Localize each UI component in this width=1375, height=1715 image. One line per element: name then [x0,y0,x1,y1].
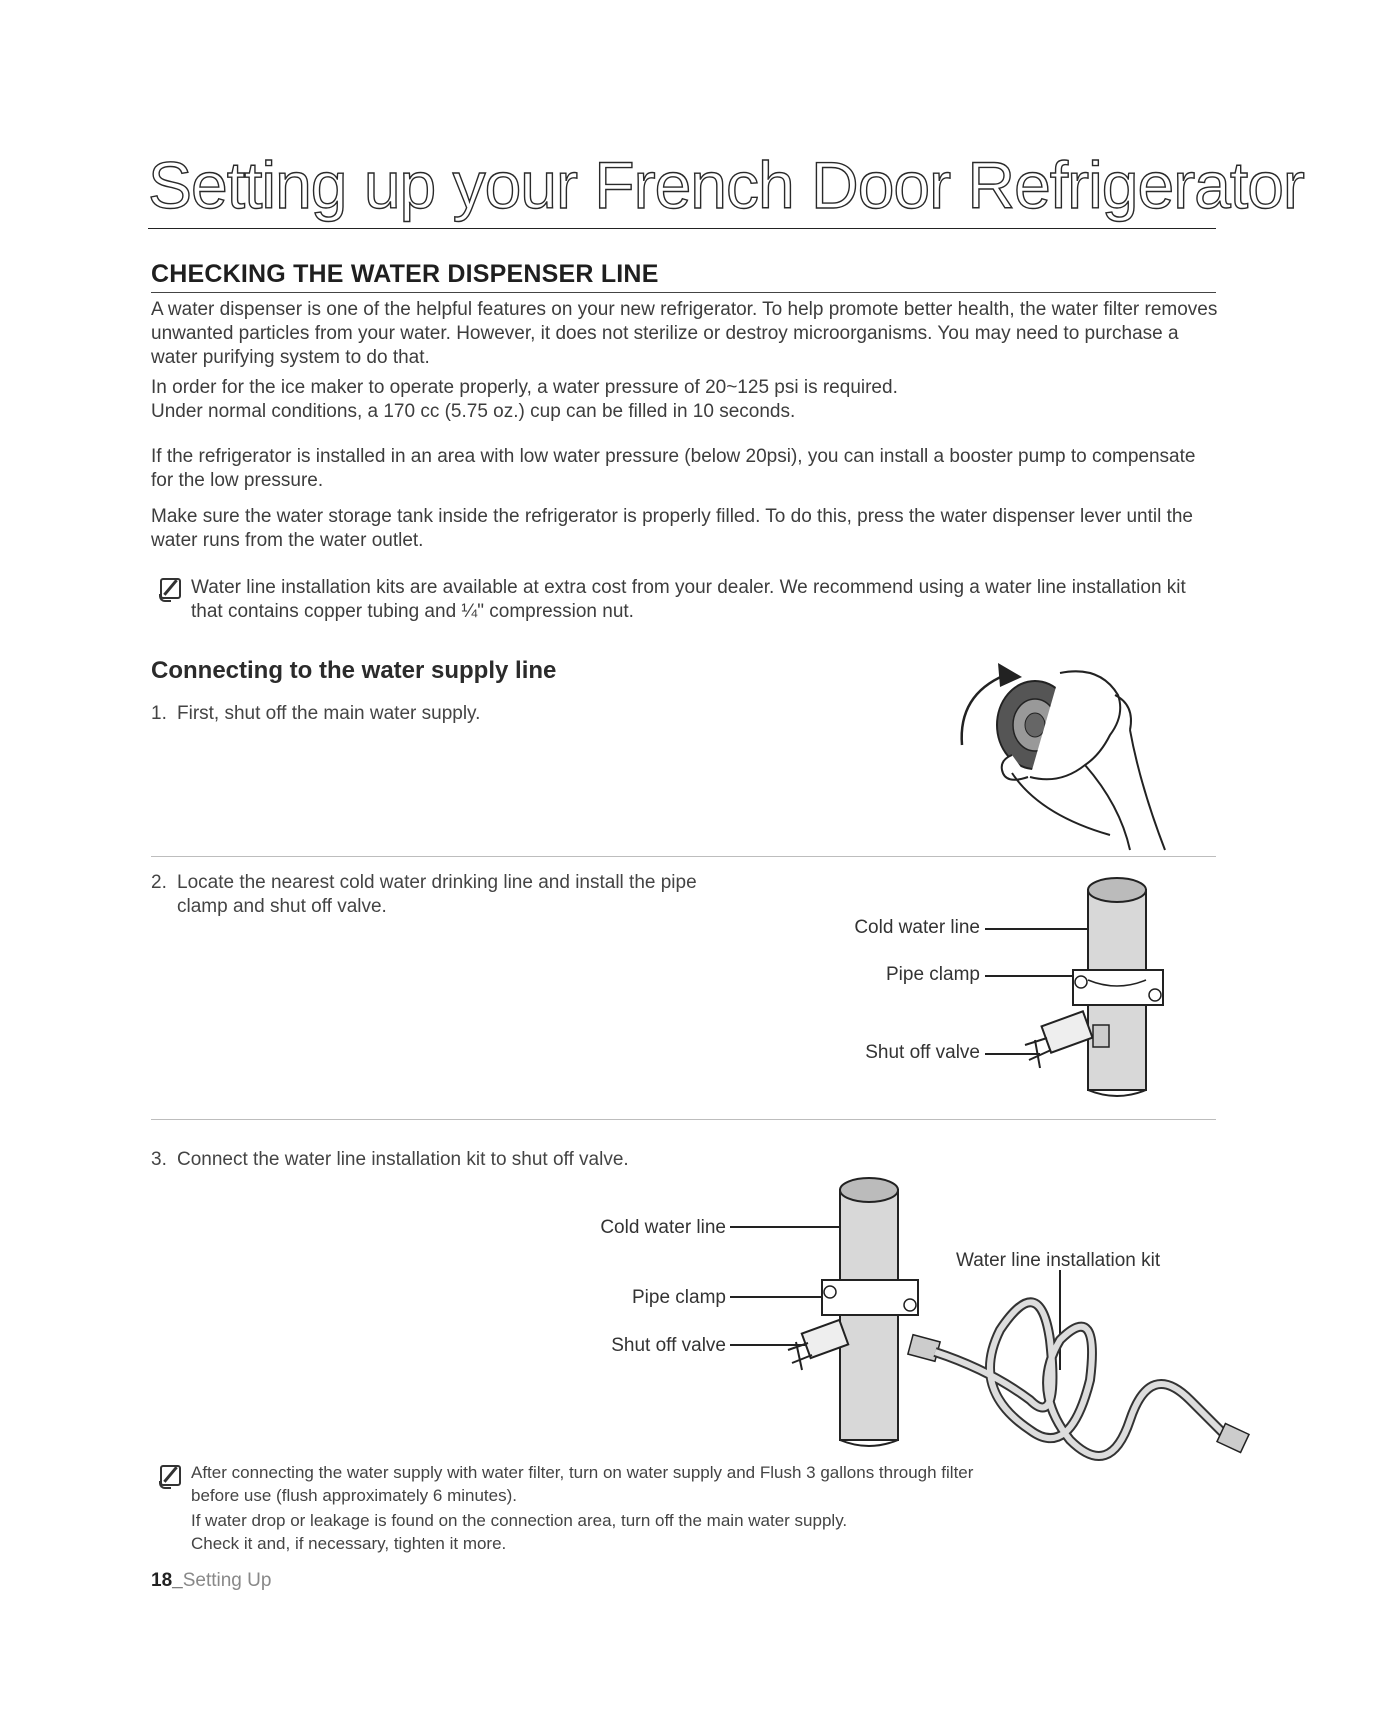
step-1 [151,702,480,726]
hand-turning-valve-illustration [950,655,1190,860]
title-rule [148,228,1216,229]
pressure-paragraph: In order for the ice maker to operate properly, a water pressure of 20~125 psi is required. [151,377,898,398]
fig2-shut-off-valve-label: Shut off valve [865,1042,980,1063]
step-divider [151,856,1216,857]
note-icon [160,1465,181,1486]
page-footer [151,1570,271,1592]
step-divider [151,1119,1216,1120]
water-line-kit-illustration [730,1160,1260,1480]
fig3-water-line-kit-label: Water line installation kit [956,1250,1161,1271]
final-note-line2: before use (flush approximately 6 minutes). [191,1486,517,1505]
step-3 [151,1148,629,1172]
kit-note: Water line installation kits are available at extra cost from your dealer. We recommend using a water line installation kit that contains copper tubing and ¼" compression nut. [191,577,1186,622]
final-note-line1: After connecting the water supply with water filter, turn on water supply and Flush 3 gallons through filter [191,1463,974,1482]
low-pressure-paragraph: If the refrigerator is installed in an area with low water pressure (below 20psi), you can install a booster pump to compensate for the low pressure. [151,446,1196,491]
fig2-pipe-clamp-label: Pipe clamp [886,964,980,985]
step-1-text: First, shut off the main water supply. [177,703,481,724]
step-2-text-line2: clamp and shut off valve. [177,896,387,917]
pipe-clamp-valve-illustration [985,870,1185,1105]
step-1-number: 1. [151,703,167,724]
subsection-heading: Connecting to the water supply line [151,657,557,684]
fig3-pipe-clamp-label: Pipe clamp [632,1287,726,1308]
step-3-text: Connect the water line installation kit to shut off valve. [177,1149,629,1170]
fig3-shut-off-valve-label: Shut off valve [611,1335,726,1356]
page-number: 18_ [151,1570,183,1591]
page-title: Setting up your French Door Refrigerator [148,148,1304,222]
step-2-text-line1: Locate the nearest cold water drinking line and install the pipe [177,872,697,893]
step-2-number: 2. [151,872,167,893]
step-3-number: 3. [151,1149,167,1170]
intro-paragraph: A water dispenser is one of the helpful features on your new refrigerator. To help promote better health, the water filter removes unwanted particles from your water. However, it does not sterilize or destroy microorganisms. You may need to purchase a water purifying system to do that. [151,299,1218,368]
footer-section-name: Setting Up [182,1570,272,1591]
fig2-cold-water-line-label: Cold water line [854,917,980,938]
storage-tank-paragraph: Make sure the water storage tank inside the refrigerator is properly filled. To do this, press the water dispenser lever until the water runs from the water outlet. [151,506,1194,551]
section-heading: CHECKING THE WATER DISPENSER LINE [151,260,659,288]
fig3-cold-water-line-label: Cold water line [600,1217,726,1238]
final-note-line4: Check it and, if necessary, tighten it more. [191,1534,507,1553]
note-icon [160,578,181,599]
step-2 [151,871,697,919]
final-note-line3: If water drop or leakage is found on the connection area, turn off the main water supply. [191,1511,848,1530]
fill-rate-paragraph: Under normal conditions, a 170 cc (5.75 oz.) cup can be filled in 10 seconds. [151,401,796,422]
section-rule [151,292,1216,293]
